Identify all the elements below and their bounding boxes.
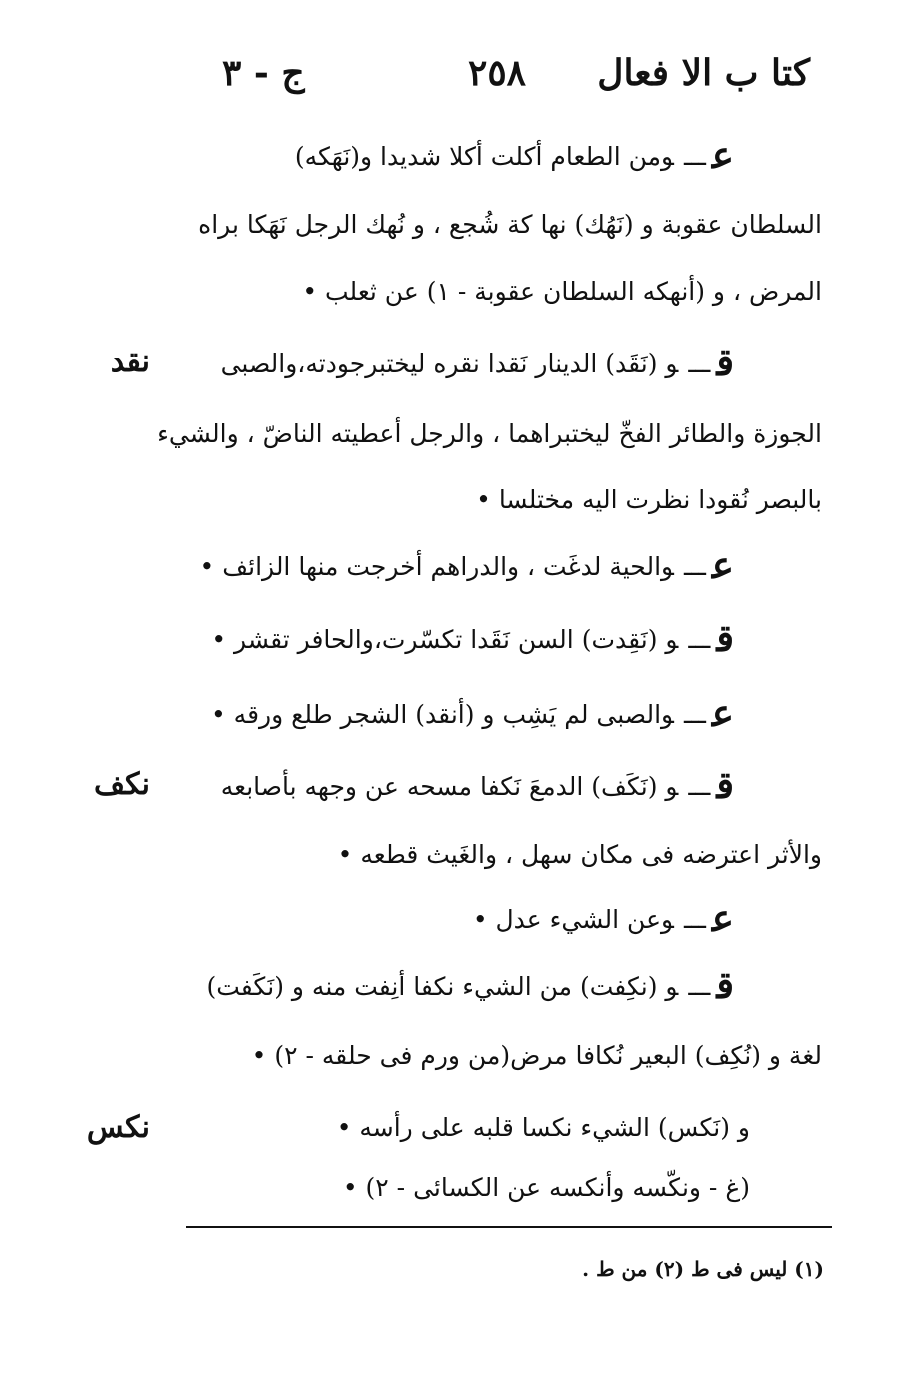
source-letter: ع bbox=[711, 545, 734, 587]
source-letter: ع bbox=[711, 693, 734, 735]
text-line: قـــو (نَكَف) الدمعَ نَكفا مسحه عن وجهه بأصابعه bbox=[220, 765, 734, 807]
footnote-divider bbox=[186, 1226, 832, 1228]
line-text: و (نَكس) الشيء نكسا قلبه على رأسه • bbox=[336, 1113, 750, 1142]
source-letter: ع bbox=[711, 898, 734, 940]
line-text: والصبى لم يَشِب و (أنقد) الشجر طلع ورقه • bbox=[210, 700, 674, 729]
line-text: وعن الشيء عدل • bbox=[472, 905, 674, 934]
margin-root-naqad: نقد bbox=[110, 344, 150, 379]
text-line: عـــوالصبى لم يَشِب و (أنقد) الشجر طلع ورقه • bbox=[210, 693, 734, 735]
text-line: قـــو (نَقِدت) السن نَقَدا تكسّرت،والحافر تقشر • bbox=[211, 618, 734, 660]
text-line bbox=[343, 1168, 750, 1212]
text-line: عـــوعن الشيء عدل • bbox=[472, 898, 734, 940]
line-text: و (نَكَف) الدمعَ نَكفا مسحه عن وجهه بأصابعه bbox=[220, 772, 679, 801]
line-text: و (نَقَد) الدينار نَقدا نقره ليختبرجودته،والصبى bbox=[220, 349, 679, 378]
text-line bbox=[337, 1108, 750, 1152]
text-line bbox=[198, 205, 822, 249]
text-line: قـــو (نكِفت) من الشيء نكفا أنِفت منه و (نَكَفت) bbox=[206, 965, 734, 1007]
text-line: عـــوالحية لدغَت ، والدراهم أخرجت منها الزائف • bbox=[199, 545, 734, 587]
text-line: عـــومن الطعام أكلت أكلا شديدا و(نَهَكه) bbox=[294, 135, 734, 177]
text-line bbox=[302, 272, 822, 316]
line-text: ومن الطعام أكلت أكلا شديدا و(نَهَكه) bbox=[294, 142, 674, 171]
source-letter: ق bbox=[716, 618, 734, 660]
source-letter: ق bbox=[716, 765, 734, 807]
margin-root-nakaf: نكف bbox=[94, 767, 150, 802]
line-text: السلطان عقوبة و (نَهُك) نها كة شُجع ، و نُهك الرجل نَهَكا براه bbox=[198, 210, 822, 239]
line-text: المرض ، و (أنهكه السلطان عقوبة - ١) عن ثعلب • bbox=[302, 277, 822, 306]
source-letter: ق bbox=[716, 342, 734, 384]
line-text: والأثر اعترضه فى مكان سهل ، والغَيث قطعه • bbox=[337, 840, 822, 869]
book-title: كتا ب الا فعال bbox=[597, 52, 810, 94]
text-line bbox=[338, 835, 822, 879]
text-line bbox=[157, 414, 822, 458]
line-text: الجوزة والطائر الفخّ ليختبراهما ، والرجل أعطيته الناضّ ، والشيء bbox=[157, 419, 822, 448]
footnote: (١) ليس فى ط (٢) من ط . bbox=[582, 1257, 824, 1281]
page-number: ٢٥٨ bbox=[468, 52, 527, 94]
text-line: قـــو (نَقَد) الدينار نَقدا نقره ليختبرجودته،والصبى bbox=[220, 342, 734, 384]
source-letter: ق bbox=[716, 965, 734, 1007]
source-letter: ع bbox=[711, 135, 734, 177]
line-text: بالبصر نُقودا نظرت اليه مختلسا • bbox=[476, 485, 822, 514]
text-line bbox=[476, 480, 822, 524]
margin-root-nakas: نكس bbox=[86, 1110, 150, 1145]
text-line bbox=[252, 1036, 822, 1080]
line-text: (غ - ونكّسه وأنكسه عن الكسائى - ٢) • bbox=[342, 1173, 750, 1202]
volume-label: ج - ٣ bbox=[222, 52, 305, 94]
line-text: لغة و (نُكِف) البعير نُكافا مرض(من ورم فى حلقه - ٢) • bbox=[251, 1041, 822, 1070]
line-text: و (نَقِدت) السن نَقَدا تكسّرت،والحافر تقشر • bbox=[211, 625, 679, 654]
line-text: والحية لدغَت ، والدراهم أخرجت منها الزائف • bbox=[199, 552, 674, 581]
line-text: و (نكِفت) من الشيء نكفا أنِفت منه و (نَكَفت) bbox=[206, 972, 679, 1001]
